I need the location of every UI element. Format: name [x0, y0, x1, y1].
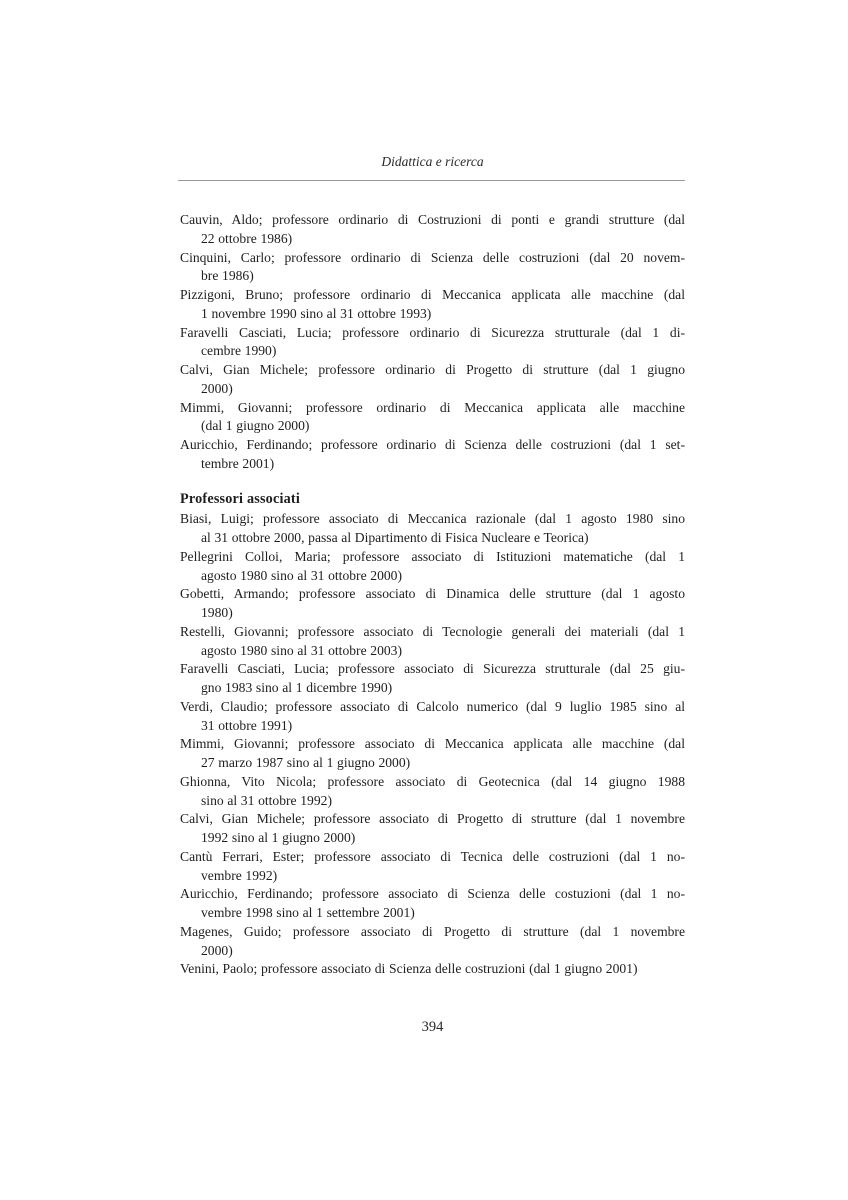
entry-line: agosto 1980 sino al 31 ottobre 2003): [201, 642, 402, 658]
entry-line: 1980): [201, 605, 233, 620]
professor-entry: [180, 286, 685, 324]
entry-line: Verdi, Claudio; professore associato di Calcolo numerico (dal 9 luglio 1985 sino al: [180, 698, 685, 714]
running-header: Didattica e ricerca: [381, 154, 484, 169]
entry-line: Faravelli Casciati, Lucia; professore ordinario di Sicurezza strutturale (dal 1 di-: [180, 324, 685, 340]
entry-line: Auricchio, Ferdinando; professore associato di Scienza delle costuzioni (dal 1 no-: [180, 886, 685, 902]
entry-line: Pizzigoni, Bruno; professore ordinario di Meccanica applicata alle macchine (dal: [180, 287, 685, 302]
entry-line: Auricchio, Ferdinando; professore ordinario di Scienza delle costruzioni (dal 1 set-: [180, 437, 685, 452]
entry-line: Biasi, Luigi; professore associato di Meccanica razionale (dal 1 agosto 1980 sino: [180, 511, 685, 527]
professor-entry: [180, 399, 685, 437]
professor-entry: [180, 623, 685, 661]
entry-line: agosto 1980 sino al 31 ottobre 2000): [201, 567, 402, 583]
entry-line: 2000): [201, 942, 233, 958]
entry-line: Cinquini, Carlo; professore ordinario di Scienza delle costruzioni (dal 20 novem-: [180, 249, 685, 265]
professor-entry: [180, 361, 685, 399]
professori-associati-entries: [180, 510, 685, 979]
entry-line: gno 1983 sino al 1 dicembre 1990): [201, 680, 393, 695]
professor-entry: [180, 548, 685, 586]
entry-line: 31 ottobre 1991): [201, 717, 293, 733]
professor-entry: [180, 848, 685, 886]
entry-line: Cauvin, Aldo; professore ordinario di Costruzioni di ponti e grandi strutture (dal: [180, 212, 685, 227]
entry-line: Faravelli Casciati, Lucia; professore associato di Sicurezza strutturale (dal 25 giu-: [180, 661, 685, 677]
professor-entry: [180, 510, 685, 548]
entry-line: (dal 1 giugno 2000): [201, 418, 310, 434]
professor-entry: [180, 698, 685, 736]
entry-line: al 31 ottobre 2000, passa al Dipartimento di Fisica Nucleare e Teorica): [201, 530, 589, 545]
entry-line: bre 1986): [201, 268, 254, 284]
professor-entry: [180, 585, 685, 623]
section-heading-professori-associati: Professori associati: [180, 490, 300, 507]
professor-entry: [180, 923, 685, 961]
professor-entry: [180, 211, 685, 249]
entry-line: Mimmi, Giovanni; professore ordinario di Meccanica applicata alle macchine: [180, 399, 685, 415]
entry-line: Gobetti, Armando; professore associato di Dinamica delle strutture (dal 1 agosto: [180, 586, 685, 602]
header-rule: [178, 180, 685, 181]
professor-entry: [180, 249, 685, 287]
entry-line: sino al 31 ottobre 1992): [201, 792, 332, 808]
entry-line: Restelli, Giovanni; professore associato di Tecnologie generali dei materiali (dal 1: [180, 623, 685, 639]
entry-line: vembre 1998 sino al 1 settembre 2001): [201, 905, 415, 920]
entry-line: Calvi, Gian Michele; professore associato di Progetto di strutture (dal 1 novembre: [180, 811, 685, 827]
entry-line: 1992 sino al 1 giugno 2000): [201, 830, 356, 845]
entry-line: Ghionna, Vito Nicola; professore associato di Geotecnica (dal 14 giugno 1988: [180, 773, 685, 789]
entry-line: Venini, Paolo; professore associato di Scienza delle costruzioni (dal 1 giugno 2001): [180, 961, 638, 977]
entry-line: Mimmi, Giovanni; professore associato di Meccanica applicata alle macchine (dal: [180, 736, 685, 752]
entry-line: Pellegrini Colloi, Maria; professore associato di Istituzioni matematiche (dal 1: [180, 548, 685, 564]
entry-line: cembre 1990): [201, 343, 277, 359]
professor-entry: [180, 773, 685, 811]
professori-ordinari-entries: [180, 211, 685, 474]
professor-entry: [180, 885, 685, 923]
professor-entry: [180, 960, 685, 979]
entry-line: vembre 1992): [201, 867, 278, 883]
entry-line: Cantù Ferrari, Ester; professore associato di Tecnica delle costruzioni (dal 1 no-: [180, 848, 685, 864]
professor-entry: [180, 324, 685, 362]
entry-line: 27 marzo 1987 sino al 1 giugno 2000): [201, 755, 411, 770]
professor-entry: [180, 660, 685, 698]
page-body: [180, 211, 685, 979]
entry-line: 1 novembre 1990 sino al 31 ottobre 1993): [201, 305, 432, 321]
entry-line: Magenes, Guido; professore associato di Progetto di strutture (dal 1 novembre: [180, 923, 685, 939]
entry-line: 2000): [201, 380, 233, 396]
entry-line: 22 ottobre 1986): [201, 230, 293, 246]
entry-line: tembre 2001): [201, 455, 275, 471]
professor-entry: [180, 735, 685, 773]
entry-line: Calvi, Gian Michele; professore ordinario di Progetto di strutture (dal 1 giugno: [180, 362, 685, 377]
professor-entry: [180, 810, 685, 848]
page-number: 394: [421, 1019, 444, 1035]
professor-entry: [180, 436, 685, 474]
